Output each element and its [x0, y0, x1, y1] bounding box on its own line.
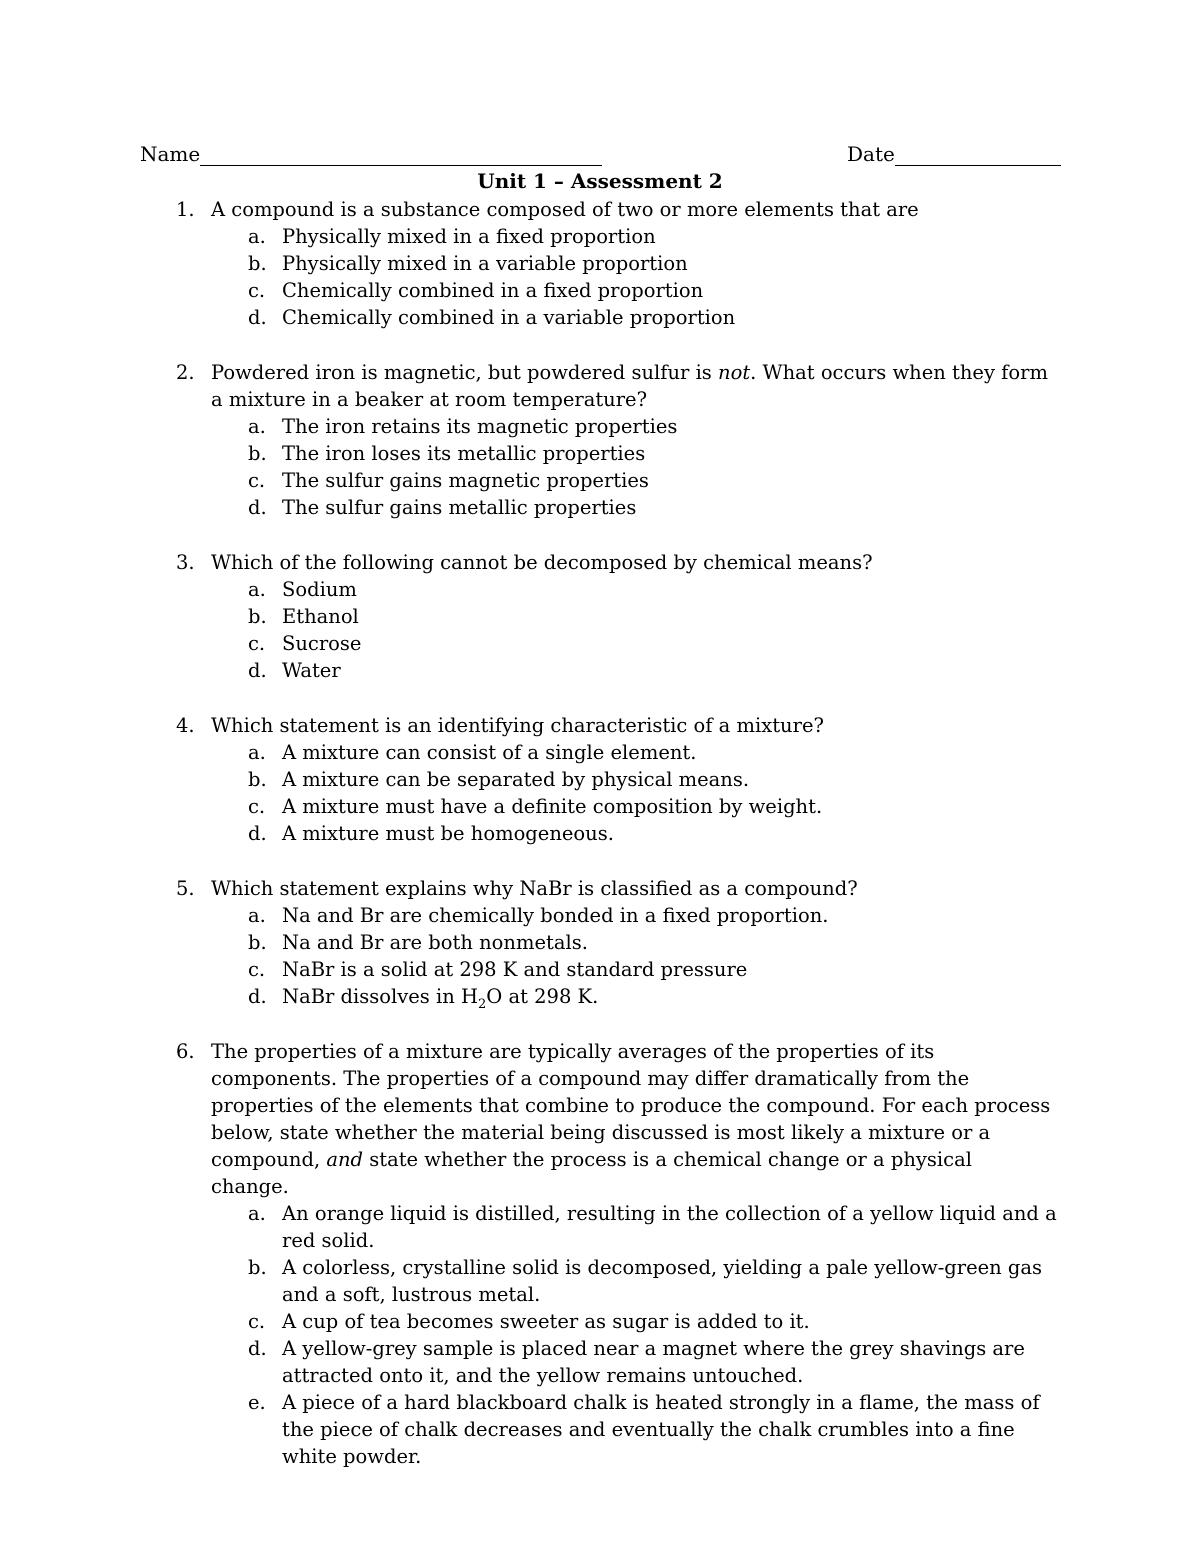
option-letter: a. — [248, 904, 266, 927]
option-b — [0, 440, 1200, 467]
stem-emphasis: and — [326, 1148, 364, 1171]
option-text: A colorless, crystalline solid is decomposed, yielding a pale yellow-green gas and a soft, lustrous metal. — [282, 1256, 1043, 1306]
option-text: Water — [282, 659, 341, 682]
option-e — [0, 1389, 1200, 1470]
option-letter: d. — [248, 496, 267, 519]
option-a — [0, 902, 1200, 929]
question-list — [0, 196, 1200, 1498]
option-text: The iron retains its magnetic properties — [282, 415, 678, 438]
question-number: 1. — [176, 198, 195, 221]
option-text: A piece of a hard blackboard chalk is heated strongly in a flame, the mass of the piece of chalk decreases and eventually the chalk crumbles into a fine white powder. — [282, 1391, 1040, 1468]
stem-text: . What occurs when they form a mixture in a beaker at room temperature? — [211, 361, 1048, 411]
option-b — [0, 929, 1200, 956]
option-a — [0, 413, 1200, 440]
option-text: A cup of tea becomes sweeter as sugar is added to it. — [282, 1310, 810, 1333]
option-text: A mixture must be homogeneous. — [282, 822, 614, 845]
option-letter: d. — [248, 985, 267, 1008]
option-d — [0, 657, 1200, 684]
option-letter: d. — [248, 1337, 267, 1360]
question-6 — [0, 1038, 1200, 1470]
question-stem: Which statement is an identifying characteristic of a mixture? — [211, 714, 824, 737]
option-a — [0, 1200, 1200, 1254]
date-field — [847, 142, 1061, 166]
option-a — [0, 739, 1200, 766]
option-c — [0, 793, 1200, 820]
option-text: Physically mixed in a fixed proportion — [282, 225, 656, 248]
question-2 — [0, 359, 1200, 521]
stem-text: The properties of a mixture are typically averages of the properties of its components. The properties of a compound may differ dramatically from the properties of the elements that combine to produce the compound. For each process below, state whether the material being discussed is most likely a mixture or a compound, — [211, 1040, 1051, 1171]
name-label: Name — [140, 142, 201, 166]
option-text: The sulfur gains metallic properties — [282, 496, 637, 519]
option-text-part: NaBr dissolves in H — [282, 985, 479, 1008]
option-letter: d. — [248, 659, 267, 682]
option-letter: a. — [248, 578, 266, 601]
option-list — [0, 1200, 1200, 1470]
option-text: A mixture can consist of a single element. — [282, 741, 697, 764]
option-d — [0, 304, 1200, 331]
option-letter: b. — [248, 442, 267, 465]
question-stem — [211, 359, 1051, 413]
option-list — [0, 739, 1200, 847]
option-d — [0, 1335, 1200, 1389]
option-d — [0, 494, 1200, 521]
option-letter: a. — [248, 741, 266, 764]
question-stem: A compound is a substance composed of two or more elements that are — [211, 198, 919, 221]
option-text: The iron loses its metallic properties — [282, 442, 646, 465]
option-text: A mixture must have a definite composition by weight. — [282, 795, 823, 818]
option-text: Ethanol — [282, 605, 359, 628]
subscript: 2 — [478, 996, 487, 1012]
option-text: NaBr is a solid at 298 K and standard pressure — [282, 958, 748, 981]
option-text: Sodium — [282, 578, 357, 601]
question-4 — [0, 712, 1200, 847]
option-letter: c. — [248, 279, 266, 302]
question-3 — [0, 549, 1200, 684]
option-text: A yellow-grey sample is placed near a magnet where the grey shavings are attracted onto it, and the yellow remains untouched. — [282, 1337, 1025, 1387]
question-5 — [0, 875, 1200, 1010]
question-number: 5. — [176, 877, 195, 900]
date-blank-line[interactable] — [895, 143, 1061, 166]
option-d — [0, 820, 1200, 847]
name-blank-line[interactable] — [200, 143, 602, 166]
option-letter: c. — [248, 1310, 266, 1333]
option-letter: c. — [248, 632, 266, 655]
option-b — [0, 766, 1200, 793]
option-text: Na and Br are both nonmetals. — [282, 931, 588, 954]
option-c — [0, 277, 1200, 304]
header-row — [140, 142, 1060, 170]
option-letter: d. — [248, 306, 267, 329]
option-letter: d. — [248, 822, 267, 845]
question-1 — [0, 196, 1200, 331]
option-b — [0, 1254, 1200, 1308]
option-letter: b. — [248, 931, 267, 954]
option-letter: c. — [248, 795, 266, 818]
question-number: 4. — [176, 714, 195, 737]
option-c — [0, 467, 1200, 494]
option-a — [0, 576, 1200, 603]
option-letter: c. — [248, 469, 266, 492]
option-c — [0, 1308, 1200, 1335]
stem-text: Powdered iron is magnetic, but powdered sulfur is — [211, 361, 719, 384]
option-c — [0, 630, 1200, 657]
question-number: 3. — [176, 551, 195, 574]
option-text: Chemically combined in a fixed proportion — [282, 279, 704, 302]
option-text — [282, 983, 1057, 1010]
question-stem: Which statement explains why NaBr is classified as a compound? — [211, 877, 858, 900]
page-title: Unit 1 – Assessment 2 — [477, 169, 723, 193]
question-number: 6. — [176, 1040, 195, 1063]
option-d — [0, 983, 1200, 1010]
option-letter: a. — [248, 225, 266, 248]
option-text: A mixture can be separated by physical means. — [282, 768, 750, 791]
option-b — [0, 603, 1200, 630]
option-b — [0, 250, 1200, 277]
option-list — [0, 576, 1200, 684]
option-letter: e. — [248, 1391, 266, 1414]
option-letter: b. — [248, 1256, 267, 1279]
option-text: Physically mixed in a variable proportion — [282, 252, 688, 275]
option-text: Chemically combined in a variable proportion — [282, 306, 736, 329]
option-a — [0, 223, 1200, 250]
option-letter: a. — [248, 1202, 266, 1225]
stem-text: state whether the process is a chemical change or a physical change. — [211, 1148, 972, 1198]
option-text: An orange liquid is distilled, resulting in the collection of a yellow liquid and a red solid. — [282, 1202, 1057, 1252]
option-list — [0, 902, 1200, 1010]
option-letter: b. — [248, 252, 267, 275]
option-list — [0, 413, 1200, 521]
option-letter: c. — [248, 958, 266, 981]
question-stem — [211, 1038, 1051, 1200]
option-letter: a. — [248, 415, 266, 438]
date-label: Date — [847, 142, 895, 166]
name-field — [140, 142, 602, 166]
option-c — [0, 956, 1200, 983]
option-letter: b. — [248, 605, 267, 628]
question-number: 2. — [176, 361, 195, 384]
stem-emphasis: not — [718, 361, 751, 384]
option-list — [0, 223, 1200, 331]
option-letter: b. — [248, 768, 267, 791]
option-text: The sulfur gains magnetic properties — [282, 469, 649, 492]
question-stem: Which of the following cannot be decomposed by chemical means? — [211, 551, 873, 574]
option-text: Na and Br are chemically bonded in a fixed proportion. — [282, 904, 829, 927]
option-text: Sucrose — [282, 632, 362, 655]
option-text-part: O at 298 K. — [486, 985, 599, 1008]
